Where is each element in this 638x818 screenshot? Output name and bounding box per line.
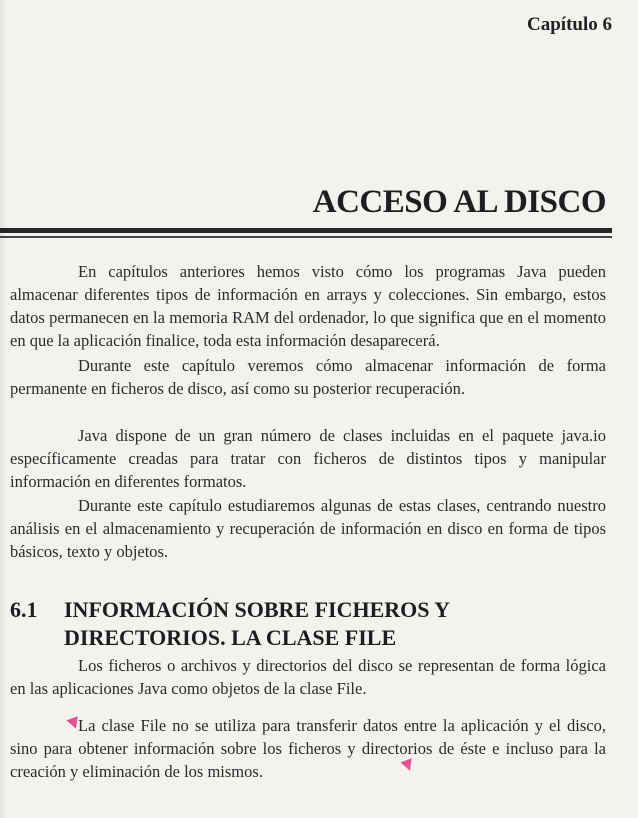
title-rule-thin bbox=[0, 236, 612, 238]
section-heading bbox=[10, 596, 610, 652]
intro-paragraph-4: Durante este capítulo estudiaremos algunas de estas clases, centrando nuestro análisis en el almacenamiento y recuperación de información en disco en forma de tipos básicos, texto y objetos. bbox=[10, 496, 606, 561]
section-number: 6.1 bbox=[10, 597, 38, 622]
section-title-line1: INFORMACIÓN SOBRE FICHEROS Y bbox=[64, 597, 451, 622]
title-rule-thick bbox=[0, 228, 612, 233]
chapter-title: ACCESO AL DISCO bbox=[312, 184, 606, 220]
intro-paragraph-2: Durante este capítulo veremos cómo almacenar información de forma permanente en ficheros de disco, así como su posterior recuperación. bbox=[10, 356, 606, 398]
section-paragraph-1: Los ficheros o archivos y directorios del disco se representan de forma lógica en las aplicaciones Java como objetos de la clase File. bbox=[10, 656, 606, 698]
page-edge-shadow bbox=[0, 0, 8, 818]
chapter-label: Capítulo 6 bbox=[527, 14, 612, 35]
intro-paragraph-3: Java dispone de un gran número de clases incluidas en el paquete java.io específicamente creadas para tratar con ficheros de distintos tipos y manipular información en diferentes formatos. bbox=[10, 426, 606, 491]
section-paragraph-2: La clase File no se utiliza para transferir datos entre la aplicación y el disco, sino para obtener información sobre los ficheros y directorios de éste e incluso para la creación y eliminación de los mismos. bbox=[10, 716, 606, 781]
intro-paragraph-1: En capítulos anteriores hemos visto cómo los programas Java pueden almacenar diferentes tipos de información en arrays y colecciones. Sin embargo, estos datos permanecen en la memoria RAM del ordenador, lo que significa que en el momento en que la aplicación finalice, toda esta información desaparecerá. bbox=[10, 262, 606, 350]
section-title-line2: DIRECTORIOS. LA CLASE FILE bbox=[64, 625, 397, 650]
